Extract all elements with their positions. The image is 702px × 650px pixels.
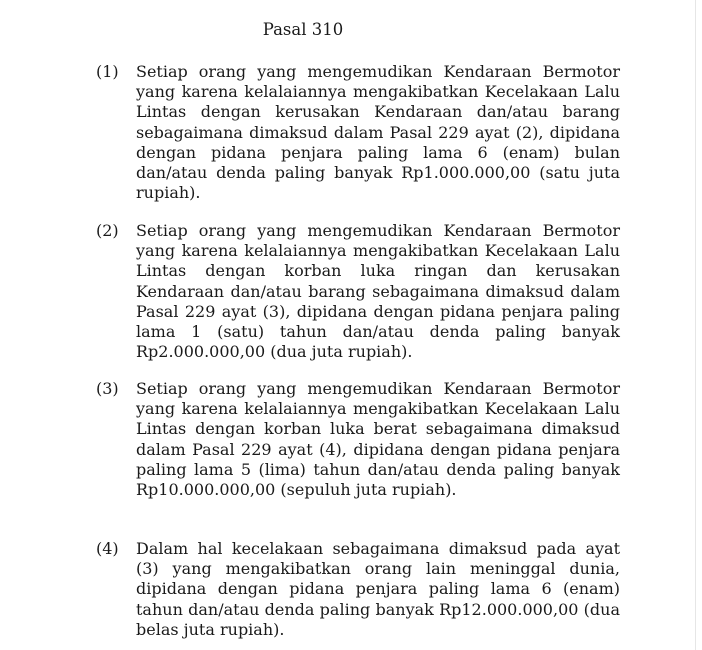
- ayat-paragraph-4: [96, 539, 626, 640]
- ayat-text: Dalam hal kecelakaan sebagaimana dimaksud pada ayat (3) yang mengakibatkan orang lain meninggal dunia, dipidana dengan pidana penjara paling lama 6 (enam) tahun dan/atau denda paling banyak Rp12.000.000,00 (dua belas juta rupiah).: [136, 539, 620, 639]
- ayat-paragraph-1: [96, 62, 626, 203]
- ayat-number: (2): [96, 221, 119, 240]
- ayat-paragraph-2: [96, 221, 626, 362]
- ayat-number: (3): [96, 379, 119, 398]
- ayat-text: Setiap orang yang mengemudikan Kendaraan Bermotor yang karena kelalaiannya mengakibatkan Kecelakaan Lalu Lintas dengan korban luka berat sebagaimana dimaksud dalam Pasal 229 ayat (4), dipidana dengan pidana penjara paling lama 5 (lima) tahun dan/atau denda paling banyak Rp10.000.000,00 (sepuluh juta rupiah).: [136, 379, 620, 500]
- page-edge-divider: [695, 0, 696, 650]
- ayat-text: Setiap orang yang mengemudikan Kendaraan Bermotor yang karena kelalaiannya mengakibatkan Kecelakaan Lalu Lintas dengan kerusakan Kendaraan dan/atau barang sebagaimana dimaksud dalam Pasal 229 ayat (2), dipidana dengan pidana penjara paling lama 6 (enam) bulan dan/atau denda paling banyak Rp1.000.000,00 (satu juta rupiah).: [136, 62, 620, 203]
- ayat-paragraph-3: [96, 379, 626, 500]
- article-title: Pasal 310: [262, 20, 344, 39]
- ayat-text: Setiap orang yang mengemudikan Kendaraan Bermotor yang karena kelalaiannya mengakibatkan Kecelakaan Lalu Lintas dengan korban luka ringan dan kerusakan Kendaraan dan/atau barang sebagaimana dimaksud dalam Pasal 229 ayat (3), dipidana dengan pidana penjara paling lama 1 (satu) tahun dan/atau denda paling banyak Rp2.000.000,00 (dua juta rupiah).: [136, 221, 620, 362]
- ayat-number: (1): [96, 62, 119, 81]
- ayat-number: (4): [96, 539, 119, 558]
